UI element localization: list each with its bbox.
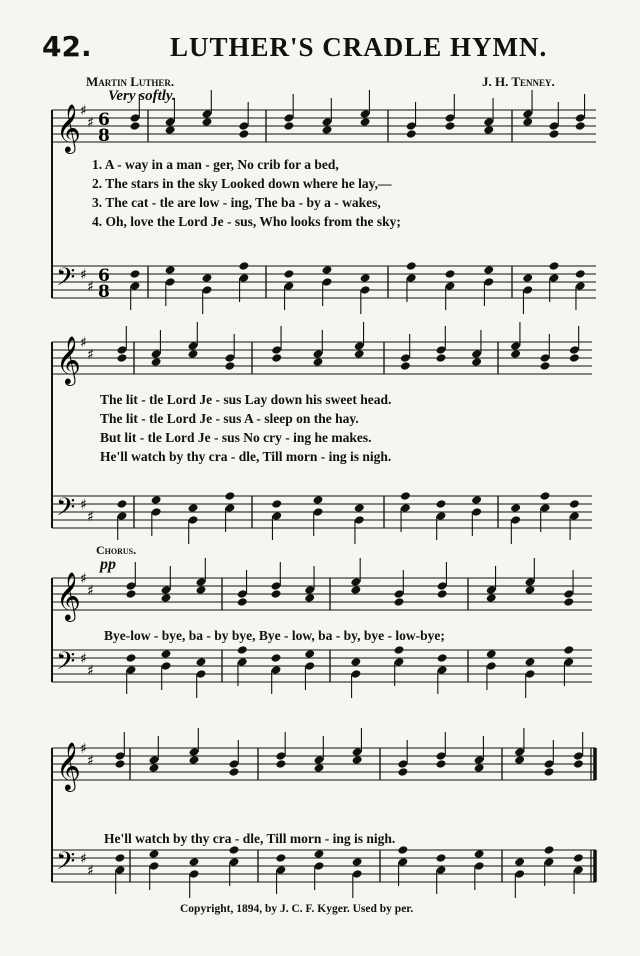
note-head — [483, 265, 494, 275]
note-head — [569, 353, 580, 363]
note-head — [238, 261, 249, 271]
note-head — [283, 269, 294, 279]
note-head — [354, 349, 365, 359]
refrain-line-3: But lit - tle Lord Je - sus No cry - ing he makes. — [100, 430, 372, 445]
note-head — [563, 645, 574, 655]
note-head — [224, 491, 235, 501]
sharp-icon: ♯ — [80, 851, 87, 867]
note-head — [224, 361, 235, 371]
note-head — [522, 117, 533, 127]
note-head — [130, 121, 141, 131]
note-head — [525, 585, 536, 595]
note-head — [354, 503, 365, 513]
note-head — [397, 767, 408, 777]
note-head — [126, 589, 137, 599]
sharp-icon: ♯ — [80, 651, 87, 667]
note-head — [522, 273, 533, 283]
treble-clef-icon: 𝄞 — [56, 335, 81, 384]
time-signature-bottom: 8 — [98, 126, 110, 146]
note-head — [400, 361, 411, 371]
note-head — [573, 853, 584, 863]
note-head — [406, 129, 417, 139]
note-head — [360, 117, 371, 127]
bass-clef-icon: 𝄢 — [56, 263, 76, 298]
copyright-notice: Copyright, 1894, by J. C. F. Kyger. Used by per. — [180, 903, 414, 915]
note-head — [196, 585, 207, 595]
note-head — [165, 265, 176, 275]
sharp-icon: ♯ — [87, 863, 94, 879]
note-head — [275, 759, 286, 769]
note-head — [237, 597, 248, 607]
note-head — [486, 593, 497, 603]
note-head — [544, 845, 555, 855]
note-head — [569, 499, 580, 509]
note-head — [271, 353, 282, 363]
note-head — [275, 853, 286, 863]
bass-clef-icon: 𝄢 — [56, 847, 76, 882]
note-head — [161, 593, 172, 603]
note-head — [196, 657, 207, 667]
note-head — [436, 353, 447, 363]
refrain-line-1: The lit - tle Lord Je - sus Lay down his sweet head. — [100, 392, 392, 407]
dynamic-pp: pp — [100, 556, 116, 573]
composer-credit: J. H. Tenney. — [482, 74, 555, 89]
refrain-line-4: He'll watch by thy cra - dle, Till morn - ing is nigh. — [100, 449, 392, 464]
note-head — [229, 767, 240, 777]
note-head — [540, 361, 551, 371]
note-head — [126, 653, 137, 663]
note-head — [237, 645, 248, 655]
note-head — [271, 589, 282, 599]
note-head — [471, 495, 482, 505]
note-head — [202, 117, 213, 127]
note-head — [189, 857, 200, 867]
note-head — [117, 353, 128, 363]
time-signature-top: 6 — [98, 110, 110, 130]
sharp-icon: ♯ — [80, 571, 87, 587]
note-head — [549, 261, 560, 271]
note-head — [313, 357, 324, 367]
hymn-number: 42. — [42, 30, 92, 63]
note-head — [474, 849, 485, 859]
note-head — [510, 503, 521, 513]
note-head — [202, 273, 213, 283]
note-head — [352, 857, 363, 867]
sharp-icon: ♯ — [80, 497, 87, 513]
note-head — [115, 759, 126, 769]
note-head — [474, 763, 485, 773]
sharp-icon: ♯ — [80, 335, 87, 351]
note-head — [445, 121, 456, 131]
hymn-title: LUTHER'S CRADLE HYMN. — [170, 32, 548, 62]
note-head — [544, 767, 555, 777]
note-head — [394, 645, 405, 655]
note-head — [483, 125, 494, 135]
author-credit: Martin Luther. — [86, 74, 175, 89]
note-head — [436, 499, 447, 509]
note-head — [130, 269, 141, 279]
verse-line-4: 4. Oh, love the Lord Je - sus, Who looks from the sky; — [92, 214, 401, 229]
note-head — [525, 657, 536, 667]
note-head — [350, 585, 361, 595]
note-head — [510, 349, 521, 359]
note-head — [149, 763, 160, 773]
note-head — [283, 121, 294, 131]
note-head — [165, 125, 176, 135]
sharp-icon: ♯ — [80, 103, 87, 119]
note-head — [188, 349, 199, 359]
note-head — [486, 649, 497, 659]
time-signature-top: 6 — [98, 266, 110, 286]
note-head — [471, 357, 482, 367]
treble-clef-icon: 𝄞 — [56, 103, 81, 152]
verse-line-2: 2. The stars in the sky Looked down where he lay,— — [92, 176, 392, 191]
note-head — [151, 357, 162, 367]
note-head — [549, 129, 560, 139]
note-head — [436, 759, 447, 769]
note-head — [314, 763, 325, 773]
note-head — [352, 755, 363, 765]
sharp-icon: ♯ — [80, 267, 87, 283]
note-head — [563, 597, 574, 607]
chorus-lyric: Bye-low - bye, ba - by bye, Bye - low, ba - by, bye - low-bye; — [104, 628, 445, 643]
sharp-icon: ♯ — [87, 347, 94, 363]
note-head — [149, 849, 160, 859]
time-signature-bottom: 8 — [98, 282, 110, 302]
treble-clef-icon: 𝄞 — [56, 571, 81, 620]
final-lyric: He'll watch by thy cra - dle, Till morn - ing is nigh. — [104, 831, 396, 846]
note-head — [151, 495, 162, 505]
tempo-marking: Very softly. — [108, 88, 176, 104]
note-head — [322, 125, 333, 135]
note-head — [436, 853, 447, 863]
verse-line-1: 1. A - way in a man - ger, No crib for a bed, — [92, 157, 339, 172]
sharp-icon: ♯ — [87, 753, 94, 769]
bass-clef-icon: 𝄢 — [56, 493, 76, 528]
note-head — [115, 853, 126, 863]
sharp-icon: ♯ — [87, 663, 94, 679]
note-head — [573, 759, 584, 769]
sharp-icon: ♯ — [87, 583, 94, 599]
note-head — [514, 857, 525, 867]
note-head — [394, 597, 405, 607]
note-head — [540, 491, 551, 501]
chorus-label: Chorus. — [96, 543, 137, 557]
treble-clef-icon: 𝄞 — [56, 741, 81, 790]
note-head — [271, 653, 282, 663]
note-head — [514, 755, 525, 765]
note-head — [350, 657, 361, 667]
sharp-icon: ♯ — [87, 279, 94, 295]
verse-line-3: 3. The cat - tle are low - ing, The ba - by a - wakes, — [92, 195, 381, 210]
note-head — [437, 653, 448, 663]
note-head — [575, 121, 586, 131]
note-head — [304, 649, 315, 659]
note-head — [188, 503, 199, 513]
note-head — [360, 273, 371, 283]
sharp-icon: ♯ — [87, 509, 94, 525]
note-head — [445, 269, 456, 279]
note-head — [400, 491, 411, 501]
note-head — [117, 499, 128, 509]
note-head — [406, 261, 417, 271]
note-head — [575, 269, 586, 279]
note-head — [397, 845, 408, 855]
note-head — [238, 129, 249, 139]
note-head — [161, 649, 172, 659]
note-head — [313, 495, 324, 505]
note-head — [437, 589, 448, 599]
sharp-icon: ♯ — [87, 115, 94, 131]
sharp-icon: ♯ — [80, 741, 87, 757]
refrain-line-2: The lit - tle Lord Je - sus A - sleep on the hay. — [100, 411, 359, 426]
bass-clef-icon: 𝄢 — [56, 647, 76, 682]
note-head — [322, 265, 333, 275]
note-head — [271, 499, 282, 509]
note-head — [314, 849, 325, 859]
note-head — [304, 593, 315, 603]
note-head — [189, 755, 200, 765]
